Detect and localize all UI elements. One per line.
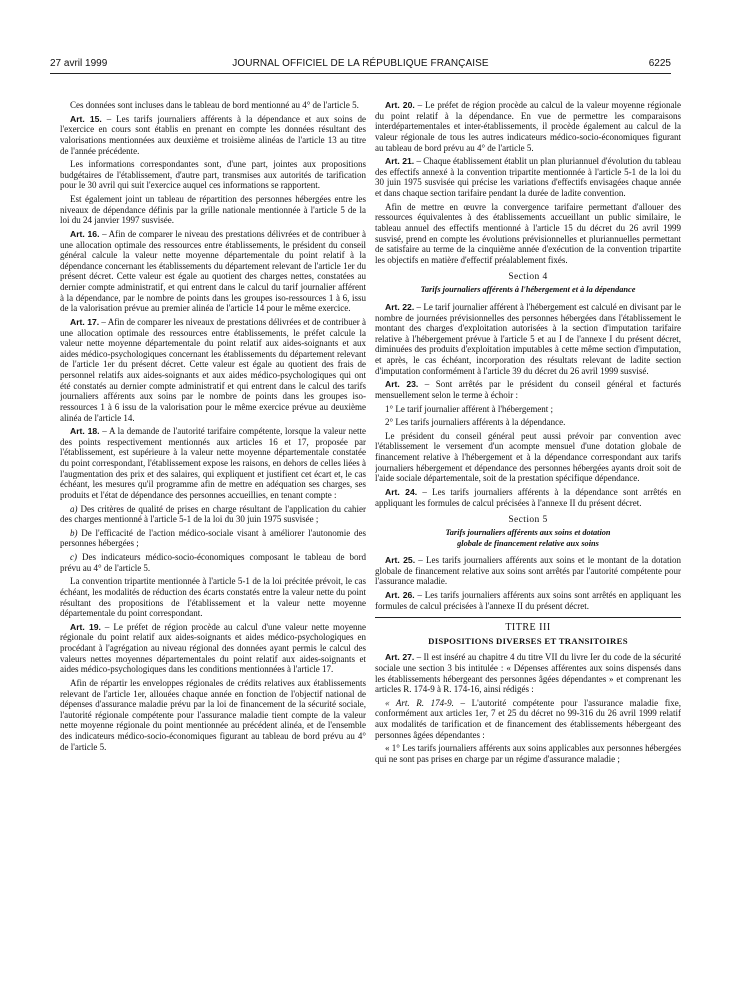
article-text: – Les tarifs journaliers afférents à la dépendance et aux soins de l'exercice en cours sont établis en prenant en compte les données résultant des valorisations mentionnées aux deuxième et troisième alinéas de l'article 13 au titre de l'année précédente. — [60, 113, 366, 156]
header-rule — [50, 73, 671, 74]
titre-subheading: DISPOSITIONS DIVERSES ET TRANSITOIRES — [428, 636, 628, 647]
article-24 — [375, 487, 681, 508]
article-text: – Le préfet de région procède au calcul d'une valeur nette moyenne régionale du point relatif aux aides-soignants et aides médico-psychologiques en procédant à l'agrégation au niveau régional des données ayant permis le calcul des valeurs nettes moyennes départementales du point relatif aux aides-soignants et aides médico-psychologiques dans les conditions mentionnées à l'article 17. — [60, 621, 366, 675]
paragraph: Les informations correspondantes sont, d'une part, jointes aux propositions budgétaires de l'établissement, d'autre part, transmises aux autorités de tarification pour le 30 avril qui suit l'exercice auquel ces informations se rapportent. — [60, 159, 366, 191]
section-title-line: Tarifs journaliers afférents aux soins et dotation — [445, 528, 611, 538]
article-text: – Le tarif journalier afférent à l'hébergement est calculé en divisant par le nombre de journées prévisionnelles des personnes hébergées dans l'établissement le montant des charges d'exploitation autorisées à la section d'imputation tarifaire relative à l'hébergement prévue à l'article 5 et au I de l'annexe I du présent décret, diminuées des produits d'exploitation imputables à cette même section d'imputation, et après, le cas échéant, incorporation des résultats relevant de ladite section d'imputation conformément à l'article 39 du décret du 26 avril 1999 susvisé. — [375, 301, 681, 376]
list-item: 2° Les tarifs journaliers afférents à la dépendance. — [385, 417, 566, 428]
list-item — [60, 528, 366, 549]
article-text: – Chaque établissement établit un plan pluriannuel d'évolution du tableau des effectifs annexé à la convention tripartite mentionnée à l'article 5-1 de la loi du 30 juin 1975 susvisée qui précise les variations d'effectifs envisagées chaque année et dans chaque section tarifaire pendant la durée de ladite convention. — [375, 156, 681, 198]
section-heading: Section 5 — [508, 515, 548, 526]
article-16 — [60, 229, 366, 314]
article-number: Art. 18. — [70, 426, 100, 437]
right-column — [375, 100, 681, 980]
article-number: Art. 21. — [385, 156, 415, 167]
article-23 — [375, 379, 681, 400]
article-text: – Sont arrêtés par le président du conseil général et facturés mensuellement selon le terme à échoir : — [375, 379, 681, 400]
page-header — [50, 58, 671, 72]
article-17 — [60, 317, 366, 423]
paragraph: Afin de mettre en œuvre la convergence tarifaire permettant d'allouer des ressources équivalentes à des établissements accueillant un public similaire, le tableau annuel des effectifs mentionné à l'article 15 du décret du 26 avril 1999 susvisé, prend en compte les évolutions prévisionnelles et pluriannuelles permettant de satisfaire au terme de la cinquième année d'exécution de la convention tripartite les objectifs en matière d'effectif préalablement fixés. — [375, 201, 681, 265]
article-26 — [375, 590, 681, 611]
article-number: Art. 20. — [385, 100, 415, 110]
section-heading: Section 4 — [508, 272, 548, 283]
article-number: Art. 19. — [70, 621, 101, 632]
paragraph: La convention tripartite mentionnée à l'article 5-1 de la loi précitée prévoit, le cas échéant, les modalités de réduction des écarts constatés entre la valeur nette du point résultant des propositions de l'établissement et la valeur nette moyenne départementale du point correspondant. — [60, 576, 366, 619]
article-text: – L'autorité compétente pour l'assurance maladie fixe, conformément aux articles 1er, 7 et 25 du décret no 99-316 du 26 avril 1999 relatif aux modalités de tarification et de financement des établissements hébergeant des personnes âgées dépendantes : — [375, 697, 681, 740]
article-19 — [60, 622, 366, 675]
article-number: Art. 27. — [385, 652, 415, 663]
titre-heading: TITRE III — [375, 617, 681, 633]
item-text: Des critères de qualité de prises en charge résultant de l'application du cahier des charges mentionné à l'article 5-1 de la loi du 30 juin 1975 susvisée ; — [60, 503, 366, 525]
journal-title: JOURNAL OFFICIEL DE LA RÉPUBLIQUE FRANÇAISE — [232, 58, 489, 69]
code-article-number: « Art. R. 174-9. — [385, 697, 454, 708]
page-number: 6225 — [648, 58, 671, 69]
left-column — [60, 100, 366, 980]
section-title-line: globale de financement relative aux soins — [457, 538, 599, 548]
article-text: – Les tarifs journaliers afférents aux soins et le montant de la dotation globale de financement relative aux soins sont arrêtés par l'autorité compétente pour l'assurance maladie. — [375, 555, 681, 587]
paragraph: Ces données sont incluses dans le tableau de bord mentionné au 4° de l'article 5. — [70, 100, 359, 110]
article-text: – Afin de comparer le niveau des prestations délivrées et de contribuer à une allocation optimale des ressources entre établissements, le président du conseil général calcule la valeur nette moyenne départementale du point relatif à la dépendance concernant les établissements du département relevant de l'article 1er du présent décret. Cette valeur est égale au quotient des charges nettes, constatées au dernier compte administratif, et qui entrent dans le calcul du tarif journalier afférent à la dépendance, par le nombre de points dans les groupes iso-ressources 1 à 6, issu de la valorisation prévue au premier alinéa de l'article 14 pour le même exercice. — [60, 228, 366, 314]
list-item: 1° Le tarif journalier afférent à l'hébergement ; — [385, 403, 554, 414]
article-text: – Afin de comparer les niveaux de prestations délivrées et de contribuer à une allocation optimale des ressources entre établissements, le préfet calcule la valeur nette moyenne départementale du point relatif aux aides-soignants et aux aides médico-psychologiques concernant les établissements du département relevant de l'article 1er du présent décret. Cette valeur est égale au quotient des frais de personnel relatifs aux aides-soignants et aux aides médico-psychologiques qui ont été constatés au dernier compte administratif et qui entrent dans le calcul des tarifs journaliers afférents aux soins par le nombre de points dans les groupes iso-ressources 1 à 6 issu de la valorisation pour le même exercice prévue au deuxième alinéa de l'article 14. — [60, 316, 366, 423]
list-item — [60, 504, 366, 525]
item-letter: b) — [70, 527, 78, 538]
article-number: Art. 24. — [385, 486, 418, 497]
item-text: Des indicateurs médico-socio-économiques composant le tableau de bord prévu au 4° de l'article 5. — [60, 552, 366, 573]
article-15 — [60, 114, 366, 157]
article-number: Art. 17. — [70, 316, 100, 327]
list-item — [60, 552, 366, 573]
article-number: Art. 26. — [385, 590, 415, 600]
article-27 — [375, 652, 681, 695]
article-text: – Il est inséré au chapitre 4 du titre VII du livre Ier du code de la sécurité sociale une section 3 bis intitulée : « Dépenses afférentes aux soins dispensés dans les établissements hébergeant des personnes âgées dépendantes » et comprenant les articles R. 174-9 à R. 174-16, ainsi rédigés : — [375, 652, 681, 695]
article-21 — [375, 156, 681, 199]
article-text: – Les tarifs journaliers afférents à la dépendance sont arrêtés en appliquant les formules de calcul précisées à l'annexe II du présent décret. — [375, 486, 681, 508]
section-title: Tarifs journaliers afférents à l'hébergement et à la dépendance — [420, 285, 636, 295]
item-text: De l'efficacité de l'action médico-sociale visant à améliorer l'autonomie des personnes hébergées ; — [60, 527, 366, 549]
paragraph: Est également joint un tableau de répartition des personnes hébergées entre les niveaux de dépendance définis par la grille nationale mentionnée à l'article 5 de la loi du 24 janvier 1997 susvisée. — [60, 194, 366, 226]
article-text: – A la demande de l'autorité tarifaire compétente, lorsque la valeur nette des points respectivement mentionnés aux articles 16 et 17, proposée par l'établissement, est supérieure à la valeur nette moyenne départementale constatée du point correspondant, l'établissement expose les raisons, en dehors de celles liées à l'augmentation des prix et des salaires, qui expliquent et justifient cet écart et, le cas échéant, les mesures qu'il programme afin de mettre en adéquation ses charges, ses produits et l'état de dépendance des personnes accueillies, en tenant compte : — [60, 426, 366, 500]
article-text: – Les tarifs journaliers afférents aux soins sont arrêtés en appliquant les formules de calcul précisées à l'annexe II du présent décret. — [375, 590, 681, 611]
paragraph: « 1° Les tarifs journaliers afférents aux soins applicables aux personnes hébergées qui ne sont pas prises en charge par un régime d'assurance maladie ; — [375, 743, 681, 764]
article-text: – Le préfet de région procède au calcul de la valeur moyenne régionale du point relatif à la dépendance. En vue de permettre les comparaisons interdépartementales et inter-établissements, il procède également au calcul de la valeur régionale de tous les autres indicateurs médico-socio-économiques figurant au tableau de bord prévu au 4° de l'article 5. — [375, 100, 681, 153]
paragraph: Afin de répartir les enveloppes régionales de crédits relatives aux établissements relevant de l'article 1er, allouées chaque année en fonction de l'objectif national de dépenses d'assurance maladie prévu par la loi de financement de la sécurité sociale, l'autorité régionale compétente pour l'assurance maladie tient compte de la valeur nette moyenne régionale du point mentionnée au précédent alinéa, et de l'ensemble des indicateurs médico-socio-économiques figurant au tableau de bord prévu au 4° de l'article 5. — [60, 677, 366, 752]
article-number: Art. 23. — [385, 379, 419, 390]
header-date: 27 avril 1999 — [50, 58, 108, 69]
article-18 — [60, 426, 366, 500]
article-22 — [375, 302, 681, 376]
section-title — [375, 528, 681, 549]
item-letter: a) — [70, 503, 78, 514]
article-number: Art. 25. — [385, 555, 416, 566]
article-25 — [375, 555, 681, 587]
code-article — [375, 698, 681, 741]
article-number: Art. 16. — [70, 228, 100, 239]
item-letter: c) — [70, 552, 77, 562]
article-number: Art. 15. — [70, 113, 102, 124]
article-number: Art. 22. — [385, 301, 415, 312]
paragraph: Le président du conseil général peut aussi prévoir par convention avec l'établissement le versement d'un acompte mensuel d'une dotation globale de financement relative à l'hébergement et à la dépendance correspondant aux tarifs journaliers hébergement et dépendance des personnes hébergées ayants droit soit de l'aide sociale départementale, soit de la prestation spécifique dépendance. — [375, 430, 681, 484]
article-20 — [375, 100, 681, 153]
